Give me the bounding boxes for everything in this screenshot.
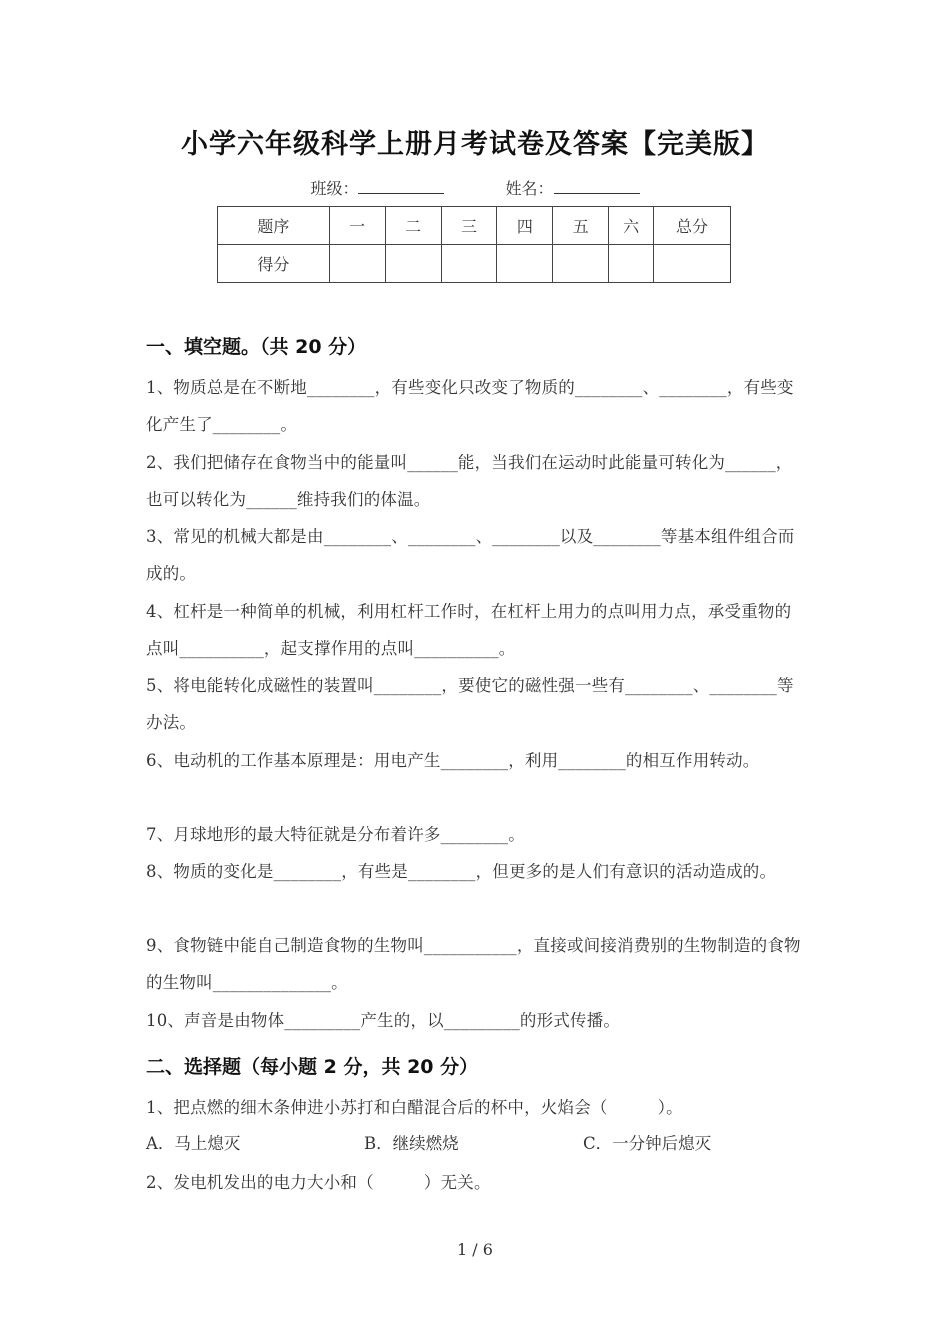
name-blank[interactable] bbox=[554, 179, 640, 194]
score-table-score-row bbox=[218, 245, 731, 283]
fill-question-4: 4、杠杆是一种简单的机械，利用杠杆工作时，在杠杆上用力的点叫用力点，承受重物的点叫__________，起支撑作用的点叫__________。 bbox=[146, 602, 792, 658]
score-cell-2[interactable] bbox=[385, 245, 441, 283]
score-row-label: 得分 bbox=[218, 245, 330, 283]
exam-title: 小学六年级科学上册月考试卷及答案【完美版】 bbox=[181, 129, 769, 160]
fill-question-10: 10、声音是由物体_________产生的，以_________的形式传播。 bbox=[146, 1011, 621, 1030]
header-cell-total: 总分 bbox=[654, 207, 731, 245]
option-c[interactable]: C．一分钟后熄灭 bbox=[583, 1134, 712, 1153]
score-table bbox=[217, 206, 731, 283]
name-label: 姓名： bbox=[505, 179, 554, 198]
score-cell-4[interactable] bbox=[497, 245, 553, 283]
header-cell-order: 题序 bbox=[218, 207, 330, 245]
option-a[interactable]: A．马上熄灭 bbox=[146, 1134, 241, 1153]
fill-question-6: 6、电动机的工作基本原理是：用电产生________，利用________的相互作用转动。 bbox=[146, 751, 760, 770]
class-label: 班级： bbox=[310, 179, 359, 198]
class-field bbox=[310, 176, 444, 199]
score-cell-5[interactable] bbox=[553, 245, 609, 283]
fill-question-9: 9、食物链中能自己制造食物的生物叫___________，直接或间接消费别的生物制造的食物的生物叫______________。 bbox=[146, 936, 801, 992]
score-cell-1[interactable] bbox=[329, 245, 385, 283]
score-cell-total[interactable] bbox=[654, 245, 731, 283]
fill-question-2: 2、我们把储存在食物当中的能量叫______能，当我们在运动时此能量可转化为______，也可以转化为______维持我们的体温。 bbox=[146, 453, 793, 509]
score-table-header-row bbox=[218, 207, 731, 245]
header-cell-5: 五 bbox=[553, 207, 609, 245]
score-cell-6[interactable] bbox=[609, 245, 654, 283]
fill-question-5: 5、将电能转化成磁性的装置叫________，要使它的磁性强一些有________、________等办法。 bbox=[146, 676, 794, 732]
class-blank[interactable] bbox=[358, 179, 444, 194]
header-cell-4: 四 bbox=[497, 207, 553, 245]
student-info bbox=[0, 176, 950, 199]
header-cell-3: 三 bbox=[441, 207, 497, 245]
choice-question-2: 2、发电机发出的电力大小和（ ）无关。 bbox=[146, 1173, 491, 1192]
fill-question-3: 3、常见的机械大都是由________、________、________以及________等基本组件组合而成的。 bbox=[146, 527, 795, 583]
page-number: 1 / 6 bbox=[457, 1240, 493, 1259]
section1-heading: 一、填空题。（共 20 分） bbox=[146, 336, 367, 358]
choice-question-1: 1、把点燃的细木条伸进小苏打和白醋混合后的杯中，火焰会（ ）。 bbox=[146, 1098, 683, 1117]
score-cell-3[interactable] bbox=[441, 245, 497, 283]
option-b[interactable]: B．继续燃烧 bbox=[364, 1134, 459, 1153]
header-cell-2: 二 bbox=[385, 207, 441, 245]
name-field bbox=[506, 176, 640, 199]
fill-question-8: 8、物质的变化是________，有些是________，但更多的是人们有意识的活动造成的。 bbox=[146, 862, 777, 881]
section2-heading: 二、选择题（每小题 2 分，共 20 分） bbox=[146, 1056, 479, 1078]
header-cell-6: 六 bbox=[609, 207, 654, 245]
header-cell-1: 一 bbox=[329, 207, 385, 245]
fill-question-1: 1、物质总是在不断地________，有些变化只改变了物质的________、________，有些变化产生了________。 bbox=[146, 378, 794, 434]
fill-question-7: 7、月球地形的最大特征就是分布着许多________。 bbox=[146, 825, 525, 844]
